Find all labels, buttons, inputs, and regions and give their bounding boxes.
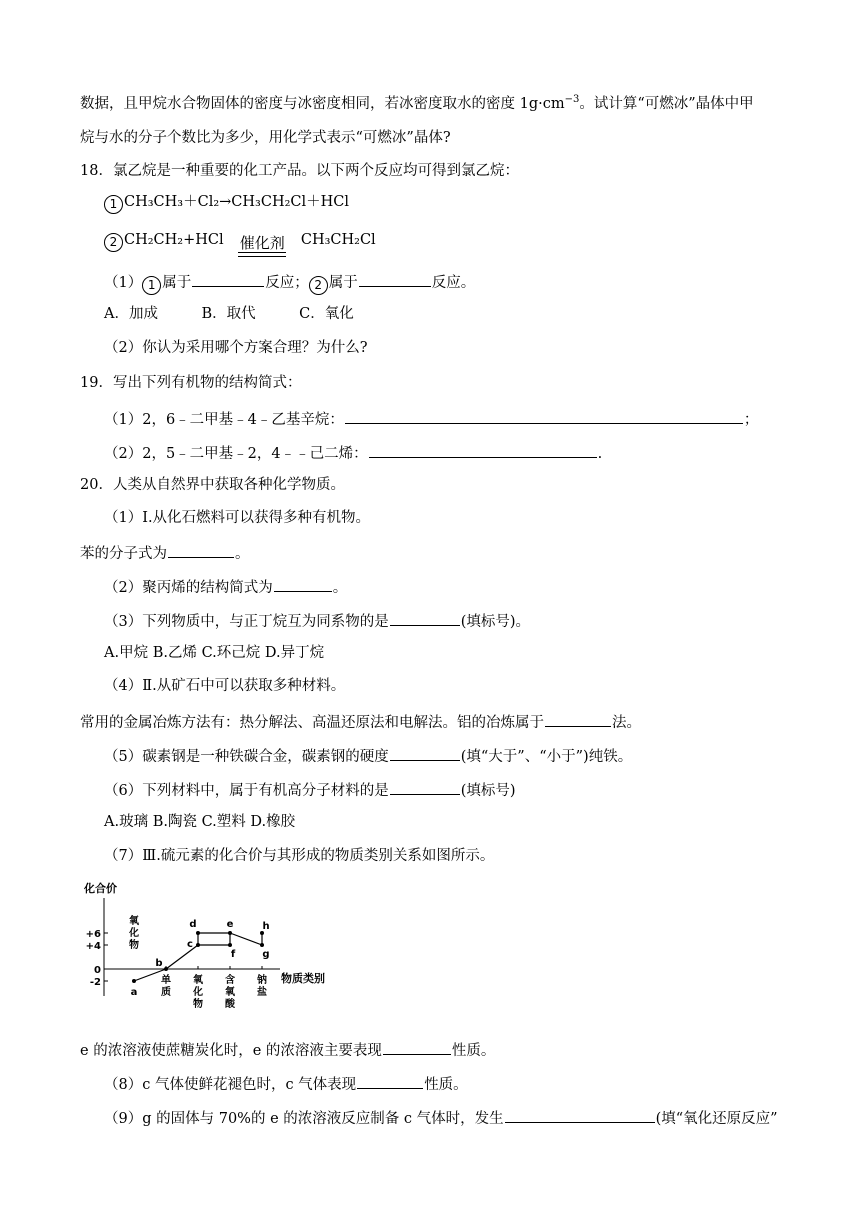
q19-stem: 19．写出下列有机物的结构简式：	[80, 375, 302, 391]
q20-part-8: （8）c 气体使鲜花褪色时，c 气体表现 性质。	[104, 1072, 860, 1095]
intro-line-1: 数据，且甲烷水合物固体的密度与冰密度相同，若冰密度取水的密度 $1g\cdot cm^{-3}$。试计算“可燃冰”晶体中甲	[80, 94, 754, 112]
circled-number-2: 2	[104, 233, 123, 252]
q20-part-2: （2）聚丙烯的结构简式为 。	[104, 575, 860, 598]
q20-part-3: （3）下列物质中，与正丁烷互为同系物的是 (填标号)。	[104, 609, 860, 632]
circled-number-1: 1	[142, 276, 161, 295]
x-tick-label-char: 盐	[257, 987, 267, 998]
q18-options: A．加成 B．取代 C．氧化	[104, 306, 354, 322]
point-label-a: a	[130, 987, 138, 998]
data-point-e	[228, 931, 232, 935]
x-tick-label-char: 含	[225, 975, 235, 986]
answer-blank[interactable]	[545, 710, 611, 727]
point-label-g: g	[262, 949, 270, 960]
data-point-f	[228, 943, 232, 947]
x-tick-label-char: 单	[161, 975, 171, 986]
answer-blank[interactable]	[192, 270, 264, 287]
q20-part-1: （1）Ⅰ.从化石燃料可以获得多种有机物。	[104, 510, 371, 526]
point-label-d: d	[189, 919, 197, 930]
data-point-a	[132, 979, 136, 983]
catalyst-arrow: 催化剂	[236, 233, 288, 253]
q20-part-7: （7）Ⅲ.硫元素的化合价与其形成的物质类别关系如图所示。	[104, 848, 495, 864]
q20-stem: 20．人类从自然界中获取各种化学物质。	[80, 477, 345, 493]
x-tick-label-char: 氧	[193, 975, 203, 986]
data-point-b	[164, 967, 168, 971]
point-label-h: h	[262, 921, 270, 932]
q20-part-1b: 苯的分子式为 。	[80, 541, 860, 564]
data-point-g	[260, 943, 264, 947]
q20-part-9: （9）g 的固体与 70%的 e 的浓溶液反应制备 c 气体时，发生 (填“氧化还原反应”	[104, 1106, 860, 1129]
q18-part-1: （1） 1 属于 反应； 2 属于 反应。	[104, 270, 860, 295]
q18-stem: 18．氯乙烷是一种重要的化工产品。以下两个反应均可得到氯乙烷：	[80, 163, 519, 179]
q19-part-2: （2）2，5﹣二甲基﹣2，4﹣﹣己二烯： .	[104, 441, 860, 464]
q20-part-5: （5）碳素钢是一种铁碳合金，碳素钢的硬度 (填“大于”、“小于”)纯铁。	[104, 744, 860, 767]
point-label-c: c	[187, 939, 193, 950]
y-tick-label: +6	[85, 929, 101, 940]
y-tick-label: 0	[94, 965, 101, 976]
answer-blank[interactable]	[390, 609, 460, 626]
point-label-e: e	[226, 919, 234, 930]
intro-line-2: 烷与水的分子个数比为多少，用化学式表示“可燃冰”晶体?	[80, 130, 451, 146]
x-tick-label-char: 氧	[225, 987, 235, 998]
answer-blank[interactable]	[390, 778, 460, 795]
q20-part-4b: 常用的金属冶炼方法有：热分解法、高温还原法和电解法。铝的冶炼属于 法。	[80, 710, 860, 733]
point-label-f: f	[230, 949, 236, 960]
y-tick-label: +4	[85, 941, 101, 952]
circled-number-1: 1	[104, 195, 123, 214]
answer-blank[interactable]	[357, 1072, 423, 1089]
x-tick-label-char: 钠	[257, 975, 267, 986]
point-label-b: b	[155, 958, 163, 969]
answer-blank[interactable]	[168, 541, 234, 558]
inset-label-char: 氧	[129, 916, 139, 927]
answer-blank[interactable]	[369, 441, 597, 458]
q20-part-6-options: A.玻璃 B.陶瓷 C.塑料 D.橡胶	[104, 814, 296, 830]
circled-number-2: 2	[309, 276, 328, 295]
y-tick-label: -2	[89, 977, 101, 988]
chart-segment	[166, 945, 198, 969]
inset-label-char: 化	[129, 928, 139, 939]
x-tick-label-char: 酸	[225, 999, 235, 1010]
q18-reaction-2: 2 CH₂CH₂+HCl 催化剂 CH₃CH₂Cl	[104, 230, 860, 253]
x-tick-label-char: 化	[193, 987, 203, 998]
data-point-d	[196, 931, 200, 935]
x-axis-label: 物质类别	[281, 972, 325, 985]
q20-part-6: （6）下列材料中，属于有机高分子材料的是 (填标号)	[104, 778, 860, 801]
q18-reaction-1: 1 CH₃CH₃＋Cl₂→CH₃CH₂Cl＋HCl	[104, 192, 860, 214]
sulfur-valence-chart	[82, 880, 342, 1020]
inset-label-char: 物	[129, 940, 139, 951]
y-axis-label: 化合价	[84, 882, 117, 895]
answer-blank[interactable]	[383, 1038, 451, 1055]
chart-segment	[230, 933, 262, 945]
x-tick-label-char: 质	[161, 987, 171, 998]
q20-part-4: （4）Ⅱ.从矿石中可以获取多种材料。	[104, 678, 346, 694]
answer-blank[interactable]	[505, 1106, 655, 1123]
answer-blank[interactable]	[345, 407, 743, 424]
q19-part-1: （1）2，6﹣二甲基﹣4﹣乙基辛烷： ；	[104, 407, 860, 430]
answer-blank[interactable]	[274, 575, 332, 592]
q20-part-7b: e 的浓溶液使蔗糖炭化时，e 的浓溶液主要表现 性质。	[80, 1038, 860, 1061]
q18-part-2: （2）你认为采用哪个方案合理？为什么?	[104, 340, 368, 356]
answer-blank[interactable]	[359, 270, 431, 287]
data-point-c	[196, 943, 200, 947]
q20-part-3-options: A.甲烷 B.乙烯 C.环己烷 D.异丁烷	[104, 645, 325, 661]
x-tick-label-char: 物	[193, 999, 203, 1010]
answer-blank[interactable]	[390, 744, 460, 761]
